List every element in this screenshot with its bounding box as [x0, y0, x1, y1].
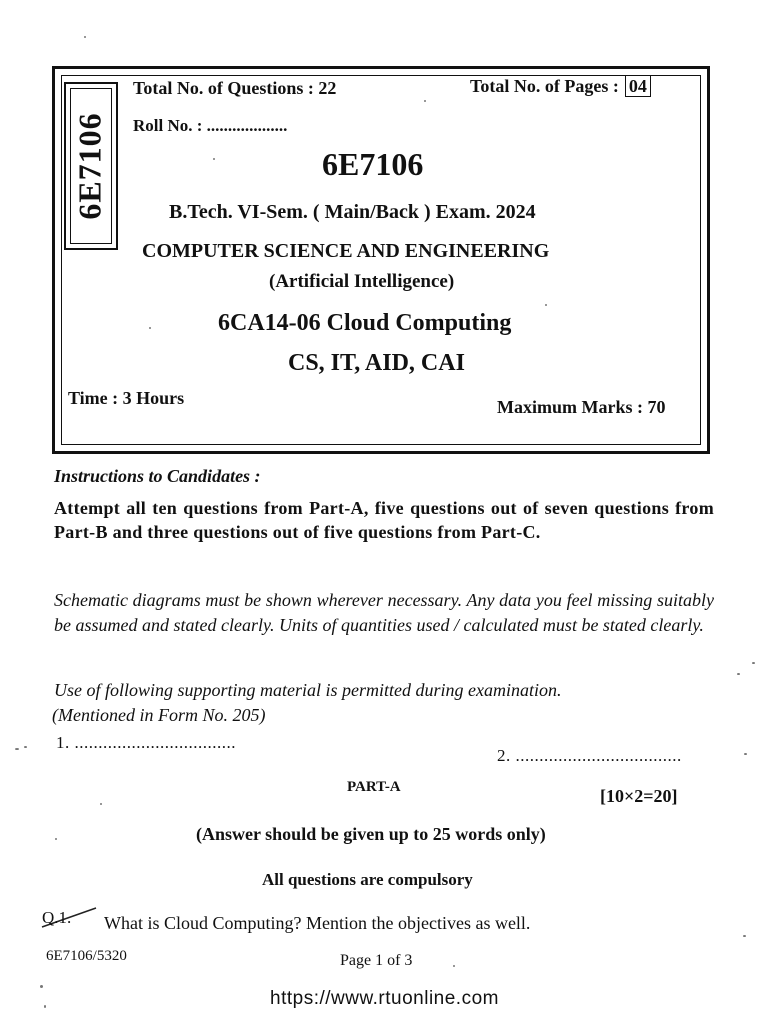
material-item-1: 1. .................................. — [56, 733, 236, 752]
subject-title: 6CA14-06 Cloud Computing — [218, 310, 512, 336]
scan-speck — [744, 753, 747, 755]
source-url: https://www.rtuonline.com — [270, 988, 499, 1009]
scan-speck — [149, 327, 151, 329]
total-pages — [470, 75, 651, 97]
specialization: (Artificial Intelligence) — [269, 271, 455, 292]
scan-speck — [743, 935, 746, 937]
instruction-form-note: (Mentioned in Form No. 205) — [52, 705, 266, 725]
answer-length-note: (Answer should be given up to 25 words only) — [196, 824, 546, 844]
scan-speck — [213, 158, 215, 160]
scan-speck — [100, 803, 102, 805]
material-item-2: 2. ................................... — [497, 746, 682, 765]
roll-no: Roll No. : ................... — [133, 116, 288, 135]
footer-paper-code: 6E7106/5320 — [46, 948, 127, 964]
part-a-title: PART-A — [347, 779, 401, 795]
part-a-marks: [10×2=20] — [600, 786, 678, 806]
exam-title: B.Tech. VI-Sem. ( Main/Back ) Exam. 2024 — [169, 201, 536, 223]
paper-code-title: 6E7106 — [322, 146, 424, 182]
scan-speck — [40, 985, 43, 988]
instruction-material: Use of following supporting material is permitted during examination. — [54, 680, 562, 700]
maximum-marks: Maximum Marks : 70 — [497, 397, 666, 417]
total-pages-label: Total No. of Pages : — [470, 76, 619, 96]
scan-speck — [424, 100, 426, 102]
total-pages-value: 04 — [625, 75, 651, 97]
scan-speck — [55, 838, 57, 840]
scan-speck — [737, 673, 740, 675]
scan-speck — [545, 304, 547, 306]
question-1-label: Q.1. — [42, 908, 72, 927]
side-paper-code: 6E7106 — [71, 112, 108, 220]
branches: CS, IT, AID, CAI — [288, 350, 465, 376]
page-number: Page 1 of 3 — [340, 952, 413, 969]
scan-speck — [84, 36, 86, 38]
question-1-text: What is Cloud Computing? Mention the objectives as well. — [104, 913, 531, 933]
instruction-schematic: Schematic diagrams must be shown wherever necessary. Any data you feel missing suitably be assumed and stated clearly. Units of quantities used / calculated must be stated clearly. — [54, 590, 714, 635]
total-questions: Total No. of Questions : 22 — [133, 78, 337, 98]
scan-speck — [44, 1005, 46, 1008]
compulsory-note: All questions are compulsory — [262, 870, 473, 889]
scan-speck — [752, 662, 755, 664]
scan-speck — [453, 965, 455, 967]
time-allowed: Time : 3 Hours — [68, 388, 185, 408]
scan-speck — [24, 746, 27, 748]
scan-speck — [15, 748, 19, 750]
department: COMPUTER SCIENCE AND ENGINEERING — [142, 240, 550, 262]
instruction-attempt: Attempt all ten questions from Part-A, five questions out of seven questions from Part-B and three questions out of five questions from Part-C. — [54, 498, 714, 542]
instructions-heading: Instructions to Candidates : — [54, 466, 261, 486]
